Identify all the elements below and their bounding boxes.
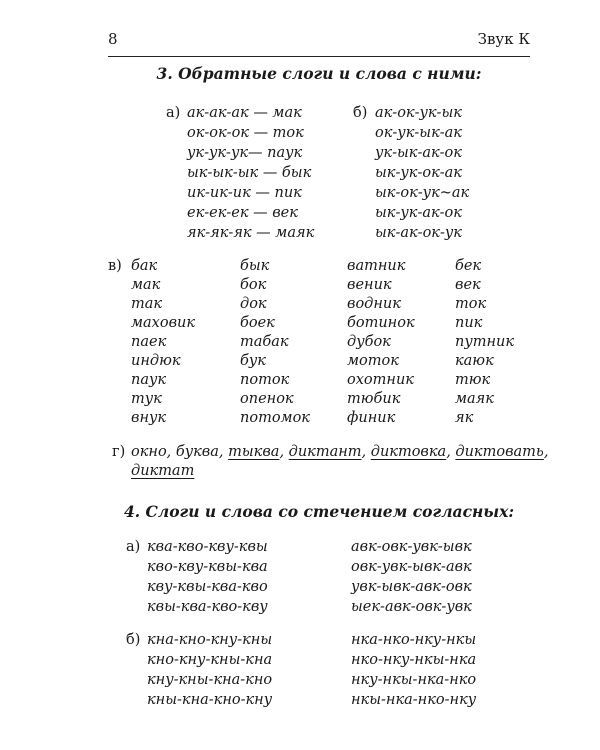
word-col-1: внук	[131, 410, 167, 426]
section-3b-line: ок-ук-ык-ак	[375, 125, 462, 141]
word-col-4: тюк	[455, 372, 491, 388]
section-3v-marker: в)	[108, 258, 122, 274]
section-4b-right-line: нку-нкы-нка-нко	[351, 672, 477, 688]
word-col-1: так	[131, 296, 163, 312]
word-col-3: финик	[347, 410, 396, 426]
section-3a-line: ак-ак-ак — мак	[187, 105, 302, 121]
word-col-2: бок	[240, 277, 267, 293]
section-3-title: 3. Обратные слоги и слова с ними:	[156, 64, 482, 83]
section-4a-left-line: ква-кво-кву-квы	[147, 539, 268, 555]
word-col-1: индюк	[131, 353, 181, 369]
section-4a-marker: а)	[126, 539, 141, 555]
word-col-3: охотник	[347, 372, 414, 388]
section-3b-line: ык-ок-ук~ак	[375, 185, 470, 201]
word-col-3: моток	[347, 353, 399, 369]
section-4b-right-line: нко-нку-нкы-нка	[351, 652, 477, 668]
word-col-4: каюк	[455, 353, 494, 369]
word-bukva: буква,	[175, 444, 224, 460]
running-head: Звук К	[477, 30, 530, 48]
word-col-4: маяк	[455, 391, 494, 407]
word-line-g: окно, буква, тыква, диктант, диктовка, диктовать,	[131, 444, 549, 460]
word-col-4: пик	[455, 315, 483, 331]
section-4b-left-line: кна-кно-кну-кны	[147, 632, 273, 648]
word-col-1: тук	[131, 391, 162, 407]
section-3a-line: як-як-як — маяк	[187, 225, 315, 241]
section-4-title: 4. Слоги и слова со стечением согласных:	[123, 502, 515, 521]
section-4b-left-line: кны-кна-кно-кну	[147, 692, 273, 708]
section-3a-line: ык-ык-ык — бык	[187, 165, 312, 181]
word-col-2: док	[240, 296, 267, 312]
word-col-2: поток	[240, 372, 290, 388]
section-3a-line: ок-ок-ок — ток	[187, 125, 304, 141]
word-col-2: боек	[240, 315, 275, 331]
word-col-3: веник	[347, 277, 392, 293]
section-4b-marker: б)	[126, 632, 141, 648]
word-col-4: бек	[455, 258, 482, 274]
word-col-3: тюбик	[347, 391, 401, 407]
comma: ,	[361, 444, 367, 460]
word-diktovka: диктовка	[370, 444, 447, 460]
word-col-1: паук	[131, 372, 167, 388]
section-3a-marker: а)	[166, 105, 181, 121]
section-4a-right-line: овк-увк-ывк-авк	[351, 559, 472, 575]
section-3g-marker: г)	[112, 444, 126, 460]
word-diktovat: диктовать	[455, 444, 544, 460]
word-col-1: мак	[131, 277, 161, 293]
word-col-2: опенок	[240, 391, 294, 407]
section-3b-line: ык-ук-ок-ак	[375, 165, 462, 181]
section-3b-line: ак-ок-ук-ык	[375, 105, 462, 121]
section-4a-left-line: квы-ква-кво-кву	[147, 599, 268, 615]
page-number: 8	[108, 30, 118, 48]
word-diktant: диктант	[288, 444, 362, 460]
word-col-3: ботинок	[347, 315, 415, 331]
section-3a-line: ук-ук-ук— паук	[187, 145, 303, 161]
word-col-3: водник	[347, 296, 401, 312]
section-4a-left-line: кву-квы-ква-кво	[147, 579, 268, 595]
section-4b-left-line: кну-кны-кна-кно	[147, 672, 273, 688]
word-tykva: тыква	[228, 444, 280, 460]
word-col-4: ток	[455, 296, 487, 312]
word-col-3: дубок	[347, 334, 391, 350]
word-col-2: бык	[240, 258, 270, 274]
word-col-3: ватник	[347, 258, 406, 274]
word-col-1: бак	[131, 258, 158, 274]
section-4a-left-line: кво-кву-квы-ква	[147, 559, 268, 575]
header-rule	[108, 56, 530, 57]
section-4b-right-line: нка-нко-нку-нкы	[351, 632, 477, 648]
word-line-g2	[131, 462, 194, 480]
section-4a-right-line: авк-овк-увк-ывк	[351, 539, 472, 555]
word-col-4: як	[455, 410, 474, 426]
comma: ,	[446, 444, 451, 460]
word-col-4: век	[455, 277, 481, 293]
section-4a-right-line: увк-ывк-авк-овк	[351, 579, 472, 595]
word-col-2: потомок	[240, 410, 310, 426]
word-diktat: диктат	[131, 463, 195, 479]
word-col-2: бук	[240, 353, 266, 369]
section-3b-line: ык-ак-ок-ук	[375, 225, 462, 241]
section-3b-line: ык-ук-ак-ок	[375, 205, 462, 221]
word-okno: окно,	[131, 444, 172, 460]
word-col-4: путник	[455, 334, 515, 350]
section-3a-line: ек-ек-ек — век	[187, 205, 298, 221]
section-4a-right-line: ыек-авк-овк-увк	[351, 599, 472, 615]
comma: ,	[279, 444, 285, 460]
section-3a-line: ик-ик-ик — пик	[187, 185, 302, 201]
word-col-1: маховик	[131, 315, 196, 331]
section-4b-left-line: кно-кну-кны-кна	[147, 652, 273, 668]
word-col-2: табак	[240, 334, 289, 350]
word-col-1: паек	[131, 334, 167, 350]
section-4b-right-line: нкы-нка-нко-нку	[351, 692, 477, 708]
section-3b-line: ук-ык-ак-ок	[375, 145, 462, 161]
section-3b-marker: б)	[353, 105, 368, 121]
